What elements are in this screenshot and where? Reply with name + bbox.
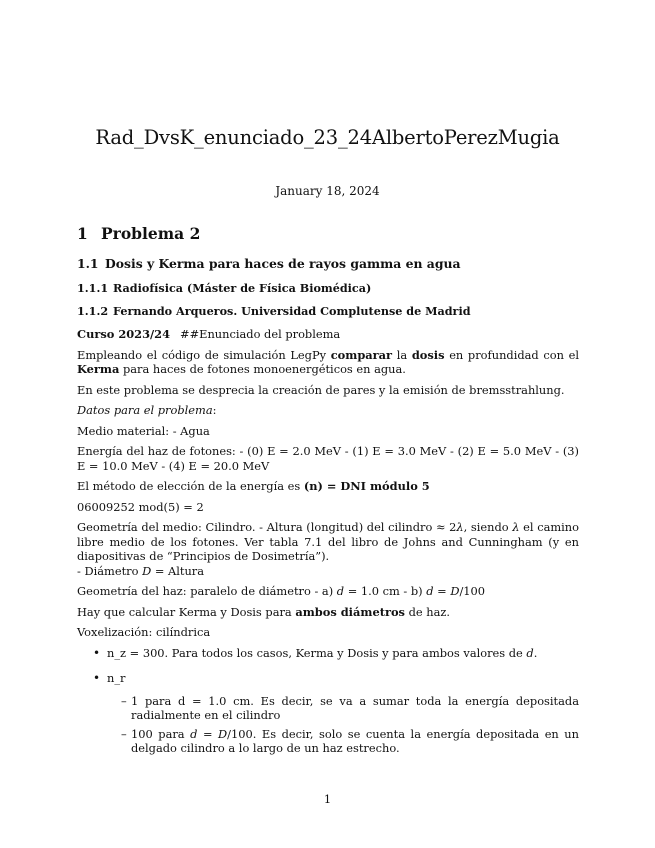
text-span: = 1.0 cm - b) (344, 584, 427, 598)
text-span: el camino libre medio de los fotones. Ver tabla 7.1 del libro de Johns and Cunningham (y en diapositivas de “Principios de Dosimetría”). (77, 520, 579, 563)
curso-rest: ##Enunciado del problema (180, 327, 341, 341)
document-title: Rad_DvsK_enunciado_23_24AlbertoPerezMugia (95, 126, 560, 149)
subsubsection-heading-1 (77, 281, 579, 295)
subsection-heading (77, 256, 579, 272)
bold-text: Kerma (77, 362, 120, 376)
section-label: Problema 2 (101, 224, 201, 243)
text-span: El método de elección de la energía es (77, 479, 304, 493)
mod-paragraph: 06009252 mod(5) = 2 (77, 499, 204, 514)
text-span: n_z = 300. Para todos los casos, Kerma y Dosis y para ambos valores de (107, 645, 527, 660)
subsubsection-number: 1.1.2 (77, 304, 109, 318)
math-symbol: d (190, 726, 198, 741)
text-span: /100 (459, 584, 486, 598)
subsubsection-heading-2 (77, 304, 579, 318)
math-symbol: d (526, 645, 534, 660)
text-span: la (392, 347, 412, 362)
energia-paragraph: Energía del haz de fotones: - (0) E = 2.0 MeV - (1) E = 3.0 MeV - (2) E = 5.0 MeV - (3) E = 10.0 MeV - (4) E = 20.0 MeV (77, 444, 579, 473)
math-symbol: D (450, 584, 460, 598)
bold-text: comparar (330, 347, 393, 362)
bold-text: (n) = DNI módulo 5 (303, 479, 430, 493)
subsubsection-label: Radiofísica (Máster de Física Biomédica) (113, 281, 372, 295)
math-symbol: D (218, 726, 228, 741)
intro-paragraph (77, 348, 579, 377)
section-number: 1 (77, 224, 88, 243)
bold-text: ambos diámetros (295, 604, 405, 619)
text-span: , siendo (463, 520, 513, 534)
text-span: Hay que calcular Kerma y Dosis para (77, 604, 296, 619)
geometria-medio-paragraph (77, 520, 579, 578)
math-symbol: λ (512, 520, 520, 534)
calcular-paragraph (77, 605, 579, 620)
text-span: = (433, 584, 451, 598)
list-item (77, 671, 579, 756)
math-symbol: d (426, 584, 434, 598)
datos-paragraph (77, 403, 579, 418)
text-span: 100 para (131, 726, 191, 741)
voxelizacion-paragraph: Voxelización: cilíndrica (77, 625, 211, 639)
subsubsection-number: 1.1.1 (77, 281, 109, 295)
text-span: . (533, 645, 538, 660)
text-span: /100. Es decir, solo se cuenta la energía depositada en un delgado cilindro a lo largo de un haz estrecho. (131, 726, 579, 755)
text-span: = Altura (151, 563, 205, 578)
voxel-list (77, 646, 579, 756)
text-span: Geometría del medio: Cilindro. - Altura (longitud) del cilindro ≈ 2 (77, 520, 457, 534)
text-span: n_r (107, 671, 126, 685)
italic-text: Datos para el problema (77, 403, 213, 417)
medio-paragraph: Medio material: - Agua (77, 423, 210, 438)
text-span: = (197, 726, 219, 741)
list-item (77, 646, 579, 661)
text-span: Geometría del haz: paralelo de diámetro - a) (77, 584, 337, 598)
document-body (77, 224, 579, 767)
metodo-paragraph (77, 479, 579, 494)
sub-list-item (107, 727, 579, 756)
subsection-label: Dosis y Kerma para haces de rayos gamma en agua (105, 256, 461, 271)
page-number: 1 (323, 792, 332, 806)
document-date: January 18, 2024 (275, 184, 380, 198)
section-heading (77, 224, 579, 244)
curso-paragraph (77, 327, 579, 342)
text-span: Empleando el código de simulación LegPy (77, 347, 331, 362)
bold-text: dosis (411, 347, 445, 362)
note-paragraph: En este problema se desprecia la creación de pares y la emisión de bremsstrahlung. (77, 382, 565, 397)
text-span: de haz. (404, 604, 450, 619)
sub-list (107, 694, 579, 756)
math-symbol: d (336, 584, 345, 598)
curso-label: Curso 2023/24 (77, 327, 171, 341)
text-span: : (212, 403, 217, 417)
geometria-haz-paragraph (77, 584, 579, 599)
subsubsection-label: Fernando Arqueros. Universidad Complutense de Madrid (113, 304, 471, 318)
subsection-number: 1.1 (77, 256, 99, 271)
math-symbol: D (142, 563, 152, 578)
math-symbol: λ (456, 520, 464, 534)
text-span: para haces de fotones monoenergéticos en agua. (119, 362, 406, 376)
text-span: - Diámetro (77, 563, 143, 578)
text-span: en profundidad con el (444, 347, 579, 362)
sub-list-item: – 1 para d = 1.0 cm. Es decir, se va a sumar toda la energía depositada radialmente en el cilindro (107, 694, 579, 723)
